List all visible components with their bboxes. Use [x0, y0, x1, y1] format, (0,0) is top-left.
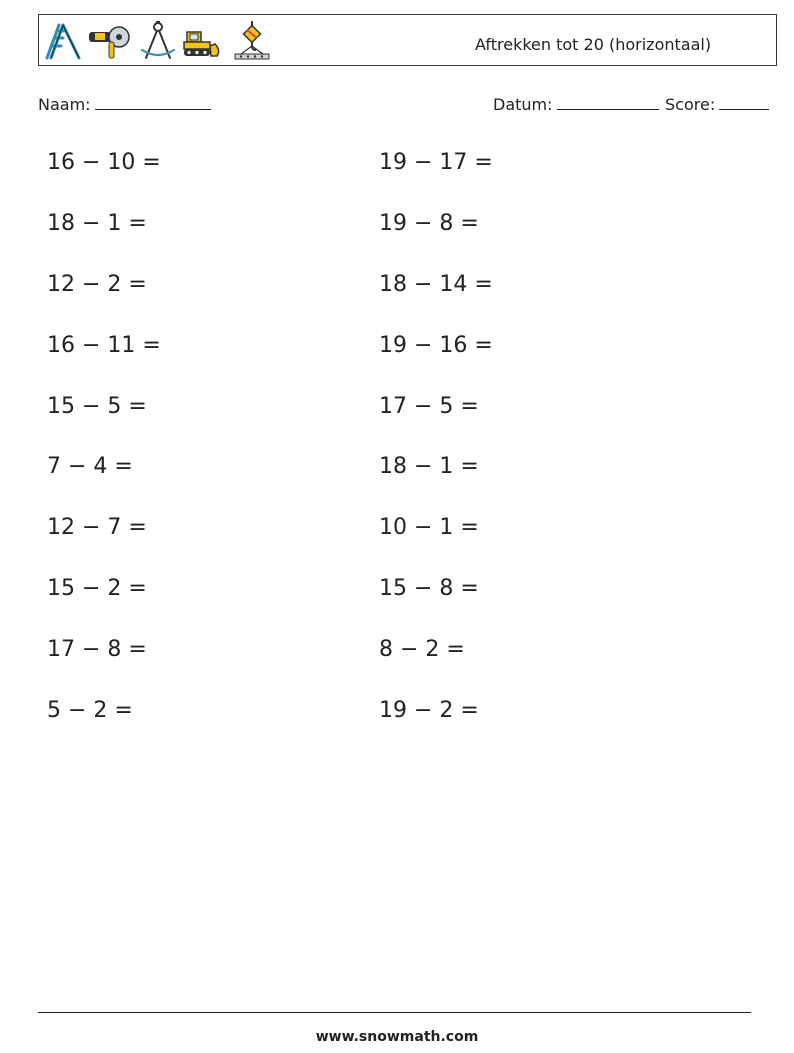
name-blank[interactable] — [95, 94, 211, 110]
problem-right-1: 19 − 17 = — [379, 150, 493, 175]
problem-right-5: 17 − 5 = — [379, 394, 479, 419]
date-label: Datum: — [493, 95, 553, 114]
problem-left-6: 7 − 4 = — [47, 454, 133, 479]
problem-right-7: 10 − 1 = — [379, 515, 479, 540]
score-blank[interactable] — [719, 94, 769, 110]
problem-right-3: 18 − 14 = — [379, 272, 493, 297]
problem-right-6: 18 − 1 = — [379, 454, 479, 479]
footer-website[interactable]: www.snowmath.com — [315, 1029, 479, 1045]
score-field — [665, 94, 769, 114]
drawing-compass-icon — [137, 20, 179, 62]
problem-right-4: 19 − 16 = — [379, 333, 493, 358]
problem-left-7: 12 − 7 = — [47, 515, 147, 540]
name-field — [38, 94, 211, 114]
problem-right-9: 8 − 2 = — [379, 637, 465, 662]
problem-left-2: 18 − 1 = — [47, 211, 147, 236]
problem-left-3: 12 − 2 = — [47, 272, 147, 297]
bulldozer-icon — [181, 20, 227, 62]
angle-grinder-icon — [87, 20, 133, 62]
date-field — [493, 94, 659, 114]
problem-left-5: 15 − 5 = — [47, 394, 147, 419]
problem-right-2: 19 − 8 = — [379, 211, 479, 236]
problem-left-9: 17 − 8 = — [47, 637, 147, 662]
problem-right-8: 15 − 8 = — [379, 576, 479, 601]
problem-left-10: 5 − 2 = — [47, 698, 133, 723]
header-icons — [43, 20, 273, 62]
crane-hook-icon — [231, 20, 273, 62]
worksheet-title: Aftrekken tot 20 (horizontaal) — [475, 35, 712, 54]
problem-left-8: 15 − 2 = — [47, 576, 147, 601]
problem-left-4: 16 − 11 = — [47, 333, 161, 358]
ladder-icon — [43, 20, 85, 62]
footer-divider — [38, 1012, 751, 1013]
problem-left-1: 16 − 10 = — [47, 150, 161, 175]
problem-right-10: 19 − 2 = — [379, 698, 479, 723]
date-blank[interactable] — [557, 94, 659, 110]
worksheet-header — [38, 14, 777, 66]
score-label: Score: — [665, 95, 716, 114]
name-label: Naam: — [38, 95, 91, 114]
